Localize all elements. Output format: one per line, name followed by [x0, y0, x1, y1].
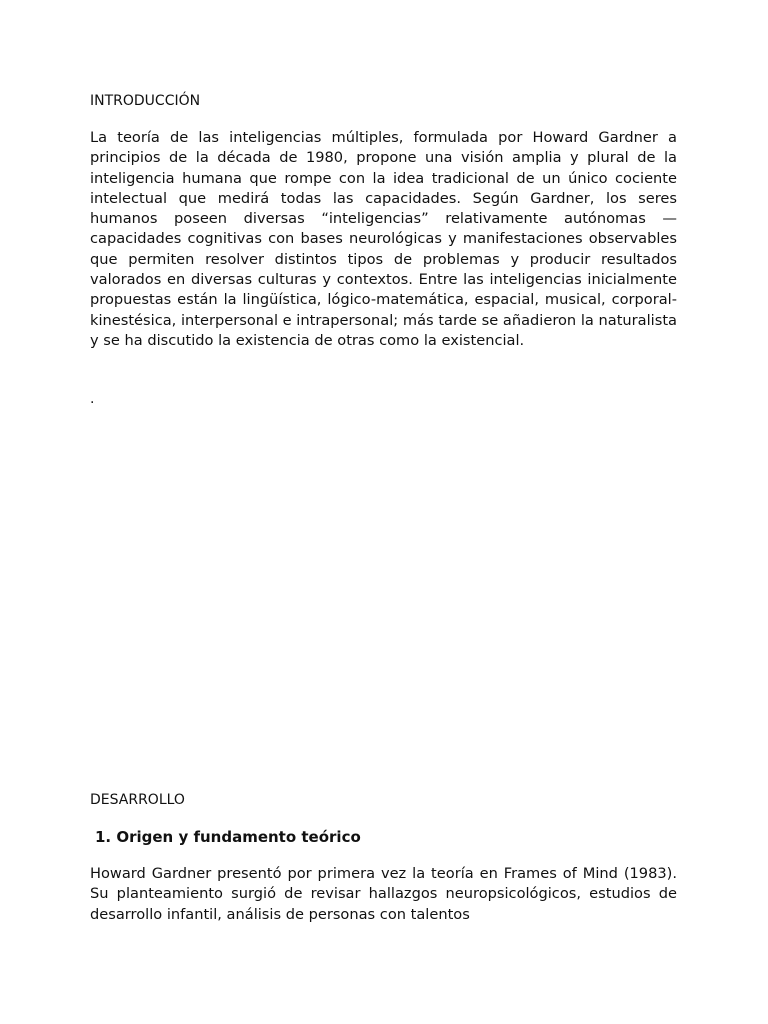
section-title: 1. Origen y fundamento teórico	[95, 828, 361, 846]
trailing-period: .	[90, 391, 95, 407]
introduction-paragraph: La teoría de las inteligencias múltiples, formulada por Howard Gardner a principios de la década de 1980, propone una visión amplia y plural de la inteligencia humana que rompe con la idea tradicional de un único cociente intelectual que medirá todas las capacidades. Según Gardner, los seres humanos poseen diversas “inteligencias” relativamente autónomas — capacidades cognitivas con bases neurológicas y manifestaciones observables que permiten resolver distintos tipos de problemas y producir resultados valorados en diversas culturas y contextos. Entre las inteligencias inicialmente propuestas están la lingüística, lógico-matemática, espacial, musical, corporal-kinestésica, interpersonal e intrapersonal; más tarde se añadieron la naturalista y se ha discutido la existencia de otras como la existencial.	[90, 129, 677, 349]
development-heading: DESARROLLO	[90, 792, 185, 808]
development-paragraph: Howard Gardner presentó por primera vez la teoría en Frames of Mind (1983). Su planteamiento surgió de revisar hallazgos neuropsicológicos, estudios de desarrollo infantil, análisis de personas con talentos	[90, 865, 677, 923]
introduction-heading: INTRODUCCIÓN	[90, 93, 201, 109]
